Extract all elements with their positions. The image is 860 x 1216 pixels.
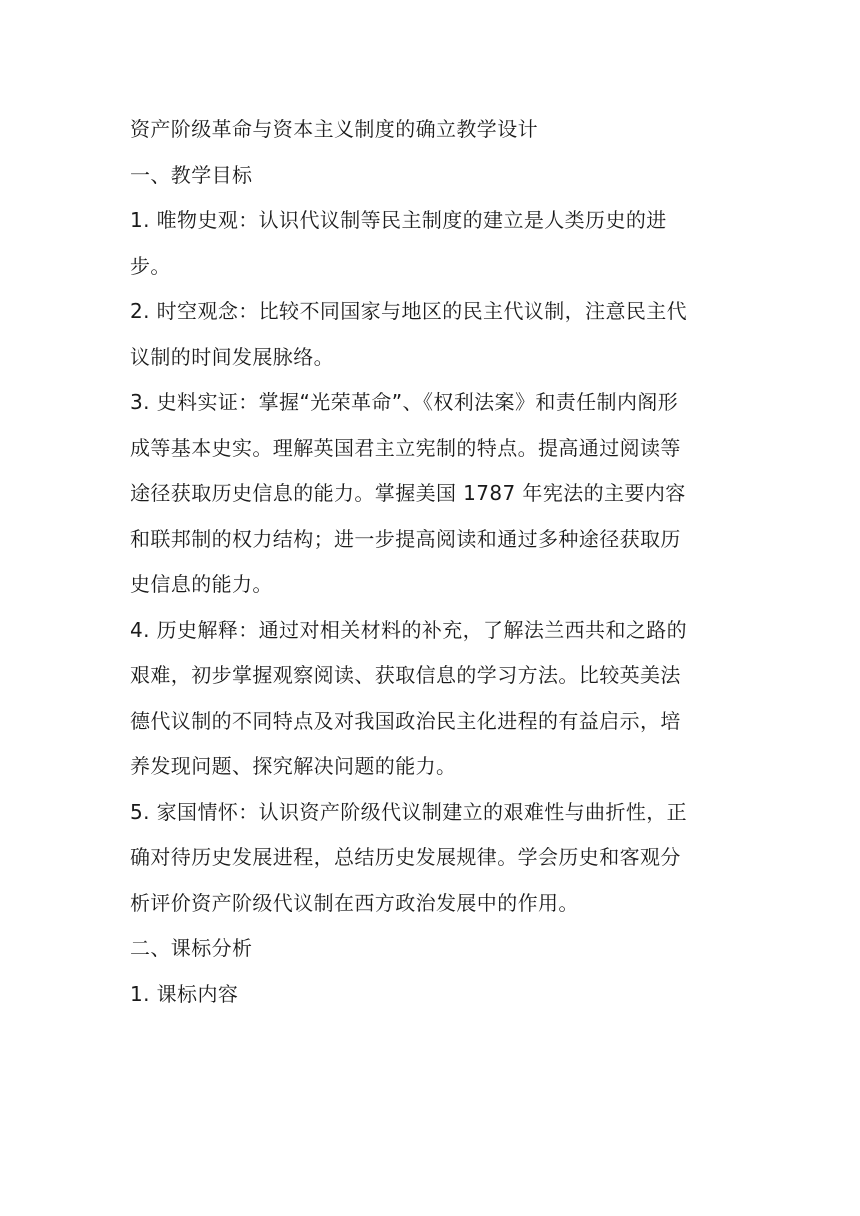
paragraph-line: 途径获取历史信息的能力。掌握美国 1787 年宪法的主要内容: [130, 481, 686, 505]
section-heading-objectives: 一、教学目标: [130, 162, 253, 187]
document-title: 资产阶级革命与资本主义制度的确立教学设计: [130, 117, 538, 141]
paragraph-line: 2. 时空观念：比较不同国家与地区的民主代议制，注意民主代: [130, 299, 688, 323]
objective-2: [130, 289, 730, 380]
subsection-heading-content: 1. 课标内容: [130, 981, 239, 1006]
objective-1: [130, 198, 730, 289]
paragraph-line: 5. 家国情怀：认识资产阶级代议制建立的艰难性与曲折性，正: [130, 799, 688, 824]
paragraph-line: 析评价资产阶级代议制在西方政治发展中的作用。: [130, 890, 579, 915]
objective-5: [130, 790, 730, 927]
paragraph-line: 成等基本史实。理解英国君主立宪制的特点。提高通过阅读等: [130, 435, 681, 460]
objective-4: [130, 608, 730, 790]
paragraph-line: 确对待历史发展进程，总结历史发展规律。学会历史和客观分: [130, 845, 681, 869]
section-heading-curriculum: 二、课标分析: [130, 936, 253, 960]
document-body: [130, 107, 730, 1017]
paragraph-line: 史信息的能力。: [130, 572, 273, 596]
paragraph-line: 1. 唯物史观：认识代议制等民主制度的建立是人类历史的进: [130, 208, 667, 232]
paragraph-line: 议制的时间发展脉络。: [130, 344, 334, 369]
paragraph-line: 德代议制的不同特点及对我国政治民主化进程的有益启示，培: [130, 708, 681, 733]
paragraph-line: 步。: [130, 253, 171, 278]
paragraph-line: 4. 历史解释：通过对相关材料的补充，了解法兰西共和之路的: [130, 617, 688, 642]
paragraph-line: 和联邦制的权力结构；进一步提高阅读和通过多种途径获取历: [130, 526, 681, 551]
paragraph-line: 养发现问题、探究解决问题的能力。: [130, 754, 457, 778]
objective-3: [130, 380, 730, 608]
paragraph-line: 3. 史料实证：掌握“光荣革命”、《权利法案》和责任制内阁形: [130, 390, 679, 414]
paragraph-line: 艰难，初步掌握观察阅读、获取信息的学习方法。比较英美法: [130, 663, 681, 687]
